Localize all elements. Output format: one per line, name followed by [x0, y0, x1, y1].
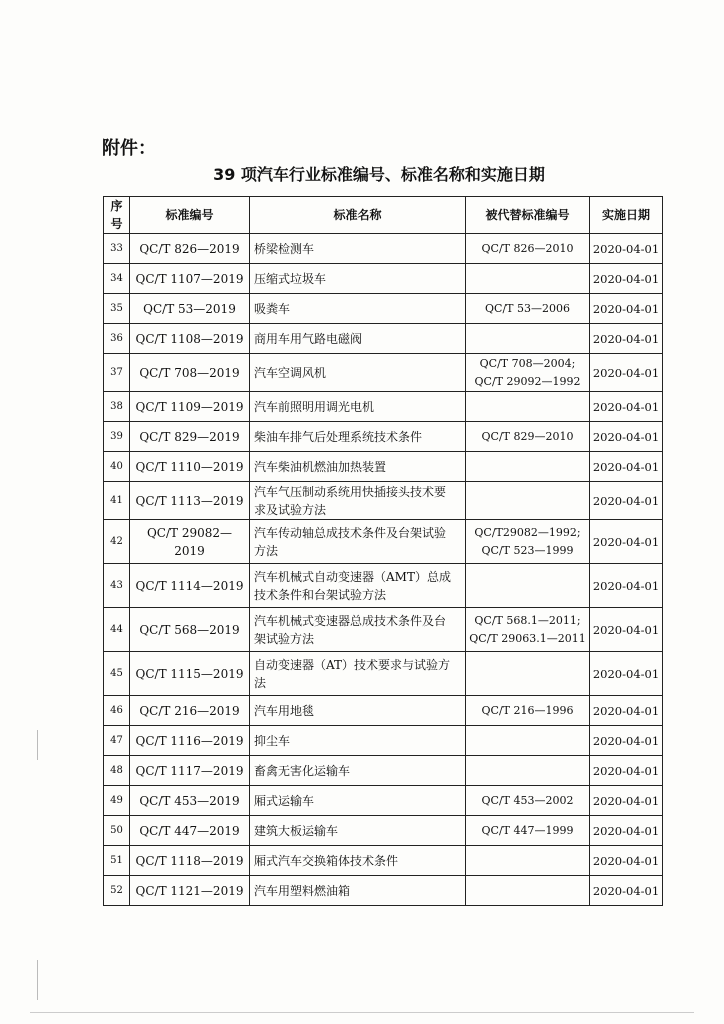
standard-code: QC/T 216—2019: [130, 696, 250, 726]
table-row: [104, 294, 663, 324]
replaced-standard: [466, 846, 590, 876]
standard-name-line: 汽车传动轴总成技术条件及台架试验: [254, 525, 447, 540]
standards-table: [103, 196, 663, 906]
standard-name-line: 压缩式垃圾车: [254, 271, 327, 286]
standard-name: [250, 482, 466, 520]
replaced-standard: [466, 726, 590, 756]
row-index: 51: [104, 846, 130, 876]
standard-code: QC/T 1121—2019: [130, 876, 250, 906]
standard-name: [250, 294, 466, 324]
column-header-date: 实施日期: [590, 197, 663, 234]
standard-name: [250, 452, 466, 482]
replaced-standard-line: QC/T 708—2004;: [479, 356, 576, 370]
standard-name: [250, 608, 466, 652]
standard-name-line: 桥梁检测车: [254, 241, 315, 256]
table-row: [104, 264, 663, 294]
table-header-row: [104, 197, 663, 234]
standard-name: [250, 392, 466, 422]
implementation-date: 2020-04-01: [590, 482, 663, 520]
replaced-standard-line: QC/T 216—1996: [481, 703, 574, 717]
implementation-date: 2020-04-01: [590, 324, 663, 354]
column-header-replaced: 被代替标准编号: [466, 197, 590, 234]
row-index: 47: [104, 726, 130, 756]
standard-name-line: 厢式运输车: [254, 793, 315, 808]
standard-code: QC/T 1118—2019: [130, 846, 250, 876]
document-title: 39 项汽车行业标准编号、标准名称和实施日期: [213, 165, 545, 184]
standard-code: QC/T 708—2019: [130, 354, 250, 392]
replaced-standard: [466, 696, 590, 726]
replaced-standard: [466, 756, 590, 786]
standard-name: [250, 652, 466, 696]
standard-name-line: 汽车柴油机燃油加热装置: [254, 459, 387, 474]
standard-code: QC/T 829—2019: [130, 422, 250, 452]
row-index: 35: [104, 294, 130, 324]
table-row: [104, 422, 663, 452]
standard-name-line: 汽车机械式变速器总成技术条件及台: [254, 613, 447, 628]
implementation-date: 2020-04-01: [590, 294, 663, 324]
standard-code: QC/T 1116—2019: [130, 726, 250, 756]
replaced-standard-line: QC/T 53—2006: [485, 301, 570, 315]
row-index: 33: [104, 234, 130, 264]
row-index: 37: [104, 354, 130, 392]
implementation-date: 2020-04-01: [590, 608, 663, 652]
table-row: [104, 726, 663, 756]
standard-name-line: 汽车用地毯: [254, 703, 315, 718]
replaced-standard: [466, 520, 590, 564]
standard-code: QC/T 29082—2019: [130, 520, 250, 564]
row-index: 46: [104, 696, 130, 726]
standard-code: QC/T 1110—2019: [130, 452, 250, 482]
standard-name-line: 汽车空调风机: [254, 365, 327, 380]
table-row: [104, 452, 663, 482]
row-index: 52: [104, 876, 130, 906]
replaced-standard-line: QC/T 523—1999: [481, 543, 574, 557]
standard-name-line: 求及试验方法: [254, 502, 327, 517]
row-index: 38: [104, 392, 130, 422]
replaced-standard: [466, 264, 590, 294]
implementation-date: 2020-04-01: [590, 392, 663, 422]
replaced-standard-line: QC/T 29063.1—2011: [469, 631, 586, 645]
standard-name-line: 架试验方法: [254, 631, 315, 646]
implementation-date: 2020-04-01: [590, 234, 663, 264]
standard-code: QC/T 1115—2019: [130, 652, 250, 696]
standard-code: QC/T 1108—2019: [130, 324, 250, 354]
standard-name-line: 汽车机械式自动变速器（AMT）总成: [254, 569, 451, 584]
replaced-standard: [466, 234, 590, 264]
table-row: [104, 354, 663, 392]
replaced-standard: [466, 816, 590, 846]
standard-name: [250, 264, 466, 294]
standard-name-line: 方法: [254, 543, 279, 558]
replaced-standard: [466, 422, 590, 452]
table-row: [104, 652, 663, 696]
column-header-code: 标准编号: [130, 197, 250, 234]
standard-code: QC/T 1113—2019: [130, 482, 250, 520]
implementation-date: 2020-04-01: [590, 564, 663, 608]
standard-code: QC/T 53—2019: [130, 294, 250, 324]
standard-name-line: 商用车用气路电磁阀: [254, 331, 363, 346]
implementation-date: 2020-04-01: [590, 354, 663, 392]
standard-name-line: 汽车前照明用调光电机: [254, 399, 375, 414]
row-index: 50: [104, 816, 130, 846]
replaced-standard-line: QC/T 29092—1992: [474, 374, 581, 388]
implementation-date: 2020-04-01: [590, 816, 663, 846]
standard-code: QC/T 447—2019: [130, 816, 250, 846]
implementation-date: 2020-04-01: [590, 876, 663, 906]
implementation-date: 2020-04-01: [590, 520, 663, 564]
standard-code: QC/T 1107—2019: [130, 264, 250, 294]
replaced-standard: [466, 452, 590, 482]
standard-code: QC/T 453—2019: [130, 786, 250, 816]
implementation-date: 2020-04-01: [590, 786, 663, 816]
standard-name: [250, 756, 466, 786]
row-index: 41: [104, 482, 130, 520]
replaced-standard: [466, 294, 590, 324]
standard-name: [250, 234, 466, 264]
table-row: [104, 816, 663, 846]
implementation-date: 2020-04-01: [590, 696, 663, 726]
column-header-name: 标准名称: [250, 197, 466, 234]
standard-name-line: 柴油车排气后处理系统技术条件: [254, 429, 423, 444]
replaced-standard-line: QC/T 568.1—2011;: [474, 613, 581, 627]
row-index: 39: [104, 422, 130, 452]
table-row: [104, 696, 663, 726]
table-row: [104, 846, 663, 876]
standard-name: [250, 354, 466, 392]
replaced-standard: [466, 876, 590, 906]
standard-name: [250, 876, 466, 906]
standard-name-line: 法: [254, 675, 267, 690]
standard-name: [250, 564, 466, 608]
replaced-standard-line: QC/T 829—2010: [481, 429, 574, 443]
standard-name: [250, 726, 466, 756]
page-bottom-rule: [30, 1012, 694, 1013]
standard-code: QC/T 826—2019: [130, 234, 250, 264]
row-index: 40: [104, 452, 130, 482]
replaced-standard: [466, 786, 590, 816]
standard-name: [250, 696, 466, 726]
replaced-standard: [466, 482, 590, 520]
implementation-date: 2020-04-01: [590, 264, 663, 294]
standard-name-line: 汽车用塑料燃油箱: [254, 883, 351, 898]
standard-name: [250, 324, 466, 354]
scan-margin-mark: [37, 960, 38, 1000]
replaced-standard: [466, 564, 590, 608]
standard-name: [250, 422, 466, 452]
table-row: [104, 608, 663, 652]
standard-code: QC/T 568—2019: [130, 608, 250, 652]
replaced-standard-line: QC/T29082—1992;: [474, 525, 581, 539]
table-row: [104, 756, 663, 786]
table-row: [104, 876, 663, 906]
row-index: 48: [104, 756, 130, 786]
scan-margin-mark: [37, 730, 38, 760]
replaced-standard-line: QC/T 826—2010: [481, 241, 574, 255]
replaced-standard-line: QC/T 447—1999: [481, 823, 574, 837]
standard-name-line: 吸粪车: [254, 301, 291, 316]
row-index: 44: [104, 608, 130, 652]
replaced-standard: [466, 652, 590, 696]
row-index: 34: [104, 264, 130, 294]
standard-name: [250, 846, 466, 876]
standard-name-line: 抑尘车: [254, 733, 291, 748]
standard-code: QC/T 1117—2019: [130, 756, 250, 786]
row-index: 43: [104, 564, 130, 608]
column-header-index: 序号: [104, 197, 130, 234]
table-row: [104, 786, 663, 816]
table-row: [104, 324, 663, 354]
replaced-standard: [466, 324, 590, 354]
attachment-label: 附件：: [102, 138, 156, 159]
replaced-standard: [466, 354, 590, 392]
implementation-date: 2020-04-01: [590, 846, 663, 876]
standard-name-line: 汽车气压制动系统用快插接头技术要: [254, 484, 447, 499]
standard-name-line: 厢式汽车交换箱体技术条件: [254, 853, 399, 868]
implementation-date: 2020-04-01: [590, 726, 663, 756]
table-row: [104, 520, 663, 564]
row-index: 36: [104, 324, 130, 354]
standard-name-line: 建筑大板运输车: [254, 823, 339, 838]
table-row: [104, 392, 663, 422]
standard-code: QC/T 1109—2019: [130, 392, 250, 422]
table-row: [104, 234, 663, 264]
table-row: [104, 564, 663, 608]
replaced-standard: [466, 392, 590, 422]
replaced-standard-line: QC/T 453—2002: [481, 793, 574, 807]
row-index: 49: [104, 786, 130, 816]
table-row: [104, 482, 663, 520]
standard-name-line: 自动变速器（AT）技术要求与试验方: [254, 657, 451, 672]
replaced-standard: [466, 608, 590, 652]
implementation-date: 2020-04-01: [590, 422, 663, 452]
standard-name: [250, 520, 466, 564]
row-index: 45: [104, 652, 130, 696]
implementation-date: 2020-04-01: [590, 756, 663, 786]
standard-name-line: 技术条件和台架试验方法: [254, 587, 387, 602]
implementation-date: 2020-04-01: [590, 452, 663, 482]
standard-code: QC/T 1114—2019: [130, 564, 250, 608]
standard-name: [250, 816, 466, 846]
standard-name: [250, 786, 466, 816]
implementation-date: 2020-04-01: [590, 652, 663, 696]
row-index: 42: [104, 520, 130, 564]
standard-name-line: 畜禽无害化运输车: [254, 763, 351, 778]
